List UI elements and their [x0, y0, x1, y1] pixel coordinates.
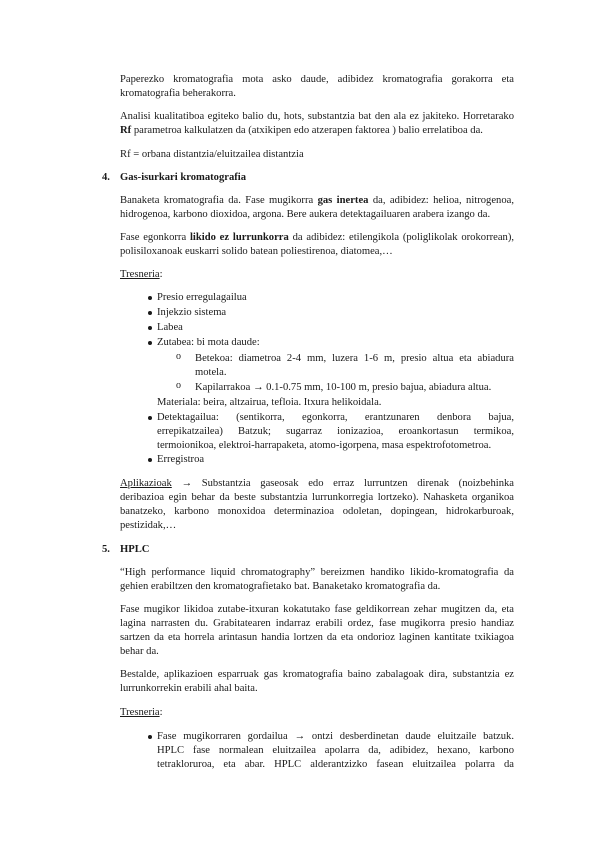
- list-item: termoionikoa, elektroi-harrapaketa, atomo-igorpena, masa espektrofotometroa.: [157, 440, 492, 451]
- colon: :: [159, 707, 163, 718]
- section-heading: HPLC: [120, 544, 150, 555]
- paragraph-line: Bestalde, aplikazioen esparruak gas kromatografia baino zabalagoak dira, substantzia ez: [120, 669, 514, 680]
- sub-bullet-icon: o: [176, 351, 181, 362]
- bullet-icon: [148, 341, 152, 345]
- paragraph-line: Paperezko kromatografia mota asko daude, adibidez kromatografia gorakorra eta: [120, 74, 514, 85]
- paragraph-text: Banaketa kromatografia da. Fase mugikorra: [120, 195, 318, 206]
- paragraph-line: [120, 231, 514, 244]
- bullet-icon: [148, 326, 152, 330]
- sub-list-item: motela.: [195, 367, 227, 378]
- paragraph-text: Fase egonkorra: [120, 232, 190, 243]
- paragraph-line: [120, 124, 483, 137]
- paragraph-line: polisiloxanoak euskarri solido batean poliestirenoa, diatomea,…: [120, 246, 393, 257]
- paragraph-line: [120, 194, 514, 207]
- bold-term: likido ez lurrunkorra: [189, 232, 289, 243]
- underlined-label: Aplikazioak: [120, 478, 172, 489]
- list-item: Detektagailua: (sentikorra, egonkorra, erantzunaren denbora bajua,: [157, 412, 514, 423]
- formula-line: Rf = orbana distantzia/eluitzailea distantzia: [120, 149, 304, 160]
- paragraph-line: Analisi kualitatiboa egiteko balio du, hots, substantzia bat den ala ez jakiteko. Horretarako: [120, 111, 514, 122]
- paragraph-text: da, adibidez: helioa, nitrogenoa,: [368, 195, 514, 206]
- bullet-icon: [148, 416, 152, 420]
- bullet-icon: [148, 296, 152, 300]
- list-item: Labea: [157, 322, 183, 333]
- subheading-tresneria: [120, 706, 163, 719]
- list-item: Injekzio sistema: [157, 307, 227, 318]
- sub-list-item: Kapilarrakoa → 0.1-0.75 mm, 10-100 m, presio bajua, abiadura altua.: [195, 382, 492, 393]
- bullet-icon: [148, 458, 152, 462]
- underlined-label: Tresneria: [120, 269, 160, 280]
- paragraph-line: Fase mugikor likidoa zutabe-itxuran kokatutako fase geldikorrean zehar mugitzen da, eta: [120, 604, 514, 615]
- paragraph-line: lurrunkorrekin erabili ahal baita.: [120, 683, 258, 694]
- section-number: 5.: [102, 544, 110, 555]
- paragraph-line: deribazioa egin behar da beste substantzia lurrunkorregia lortzeko). Nahasketa organikoa: [120, 492, 514, 503]
- paragraph-text: → Substantzia gaseosak edo erraz lurruntzen direnak (noizbehinka: [171, 478, 514, 489]
- list-item: Zutabea: bi mota daude:: [157, 337, 260, 348]
- list-item: HPLC fase normalean eluitzailea apolarra da, adibidez, hexano, karbono: [157, 745, 514, 756]
- list-item: Presio erregulagailua: [157, 292, 247, 303]
- bold-term: gas inertea: [317, 195, 369, 206]
- subheading-tresneria: [120, 268, 163, 281]
- bullet-icon: [148, 735, 152, 739]
- paragraph-line: hidrogenoa, karbono dioxidoa, argona. Bere aukera detektagailuaren arabera izango da.: [120, 209, 491, 220]
- paragraph-text: da adibidez: etilengikola (poliglikolak orokorrean),: [288, 232, 514, 243]
- rf-term: Rf: [120, 125, 132, 136]
- bullet-icon: [148, 311, 152, 315]
- list-item: tetrakloruroa, eta abar. HPLC alderantzizko fasean eluitzailea polarra da: [157, 759, 514, 770]
- paragraph-line: lagina narrasten du. Grabitatearen indarraz erabili ordez, fase mugikorra presio handiaz: [120, 618, 514, 629]
- list-item: Erregistroa: [157, 454, 205, 465]
- list-item: errepikatzailea) Batzuk; sugarraz ionizazioa, eroankortasun termikoa,: [157, 426, 514, 437]
- paragraph-line: behar da.: [120, 646, 159, 657]
- paragraph-line: gehien erabiltzen den kromatografietako bat. Banaketako kromatografia da.: [120, 581, 441, 592]
- section-heading: Gas-isurkari kromatografia: [120, 172, 247, 183]
- paragraph-line: [120, 477, 514, 490]
- list-item-note: Materiala: beira, altzairua, tefloia. Itxura helikoidala.: [157, 397, 382, 408]
- section-number: 4.: [102, 172, 110, 183]
- colon: :: [159, 269, 163, 280]
- paragraph-line: kromatografia beherakorra.: [120, 88, 236, 99]
- paragraph-text: parametroa kalkulatzen da (atxikipen edo atzerapen faktorea ) balio errelatiboa da.: [131, 125, 483, 136]
- paragraph-line: sartzen da eta horrela arintasun handia lortzen da eta ondorioz laginen kantitate txikiagoa: [120, 632, 514, 643]
- underlined-label: Tresneria: [120, 707, 160, 718]
- sub-list-item: Betekoa: diametroa 2-4 mm, luzera 1-6 m, presio altua eta abiadura: [195, 353, 514, 364]
- list-item: Fase mugikorraren gordailua → ontzi desberdinetan daude eluitzaile batzuk.: [157, 731, 514, 742]
- paragraph-line: “High performance liquid chromatography” bereizmen handiko likido-kromatografia da: [120, 567, 514, 578]
- paragraph-line: pestizidak,…: [120, 520, 177, 531]
- paragraph-line: banatzeko, karbono monoxidoa determinazioa odoletan, dopingean, hidrokarburoak,: [120, 506, 514, 517]
- sub-bullet-icon: o: [176, 380, 181, 391]
